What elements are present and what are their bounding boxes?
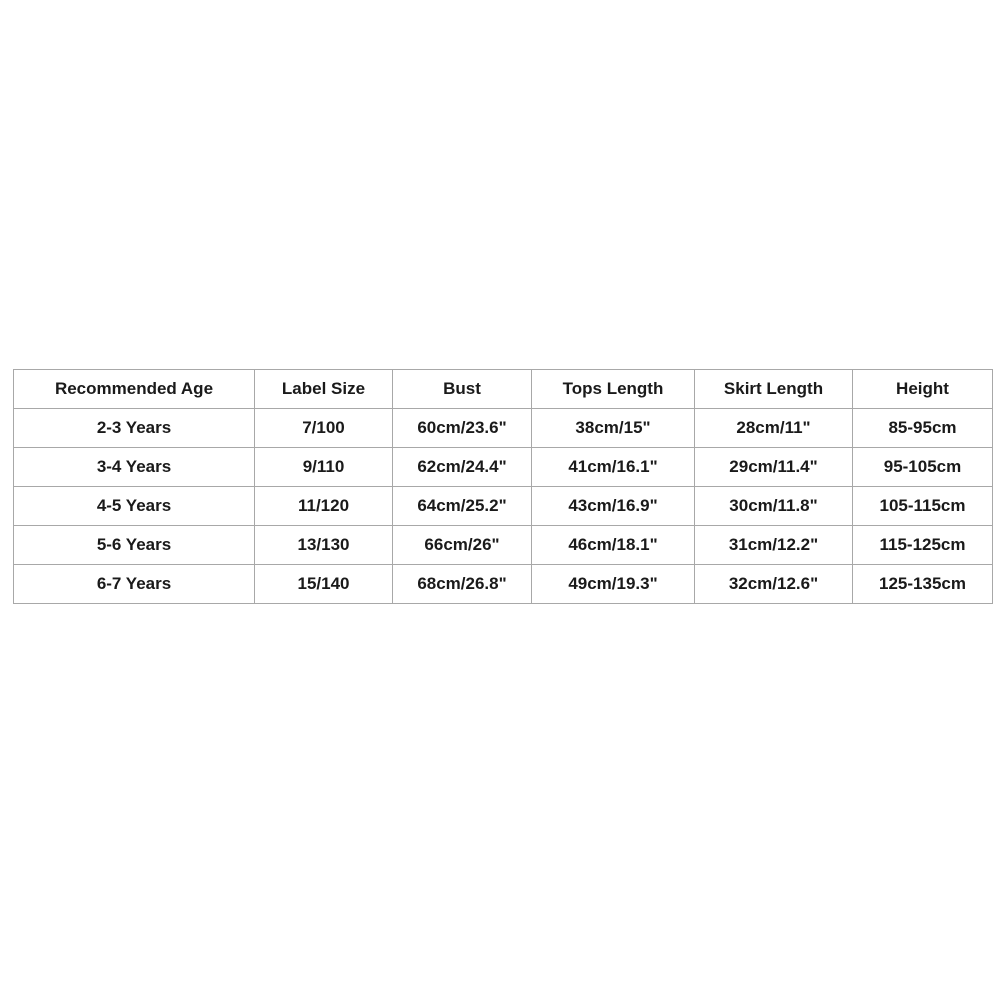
header-label-size: Label Size [255,370,393,409]
cell-bust: 60cm/23.6" [393,409,532,448]
cell-bust: 62cm/24.4" [393,448,532,487]
cell-skirt-length: 32cm/12.6" [695,565,853,604]
cell-tops-length: 38cm/15" [532,409,695,448]
header-tops-length: Tops Length [532,370,695,409]
header-row [14,370,993,409]
cell-recommended-age: 5-6 Years [14,526,255,565]
header-bust: Bust [393,370,532,409]
cell-tops-length: 41cm/16.1" [532,448,695,487]
table-row [14,409,993,448]
cell-height: 85-95cm [853,409,993,448]
table-row [14,487,993,526]
cell-label-size: 15/140 [255,565,393,604]
cell-tops-length: 49cm/19.3" [532,565,695,604]
cell-recommended-age: 3-4 Years [14,448,255,487]
cell-skirt-length: 30cm/11.8" [695,487,853,526]
cell-height: 115-125cm [853,526,993,565]
cell-skirt-length: 29cm/11.4" [695,448,853,487]
cell-label-size: 13/130 [255,526,393,565]
cell-height: 95-105cm [853,448,993,487]
cell-skirt-length: 28cm/11" [695,409,853,448]
cell-skirt-length: 31cm/12.2" [695,526,853,565]
cell-bust: 66cm/26" [393,526,532,565]
cell-height: 125-135cm [853,565,993,604]
header-height: Height [853,370,993,409]
table-row [14,448,993,487]
header-skirt-length: Skirt Length [695,370,853,409]
cell-label-size: 7/100 [255,409,393,448]
cell-label-size: 9/110 [255,448,393,487]
cell-bust: 64cm/25.2" [393,487,532,526]
cell-recommended-age: 6-7 Years [14,565,255,604]
cell-recommended-age: 2-3 Years [14,409,255,448]
table-row [14,565,993,604]
cell-tops-length: 46cm/18.1" [532,526,695,565]
cell-recommended-age: 4-5 Years [14,487,255,526]
cell-height: 105-115cm [853,487,993,526]
cell-label-size: 11/120 [255,487,393,526]
header-recommended-age: Recommended Age [14,370,255,409]
cell-bust: 68cm/26.8" [393,565,532,604]
cell-tops-length: 43cm/16.9" [532,487,695,526]
size-chart-table [13,369,993,604]
table-row [14,526,993,565]
